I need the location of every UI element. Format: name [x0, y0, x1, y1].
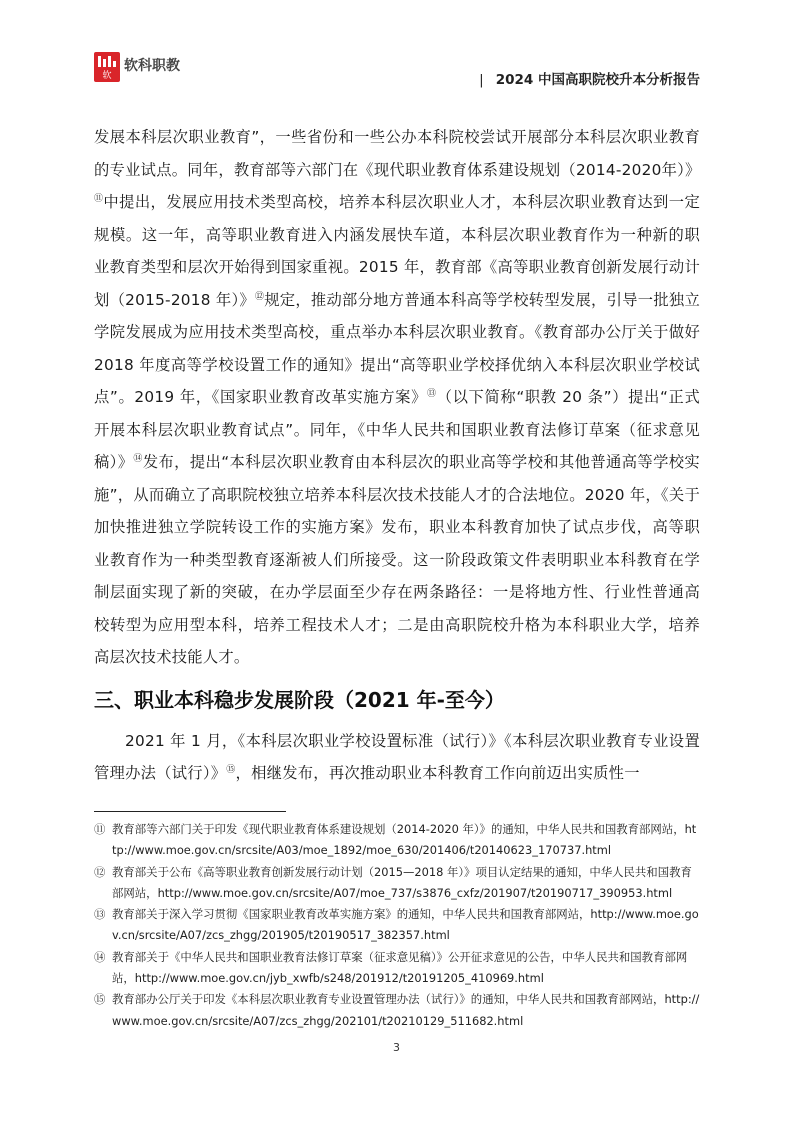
body-paragraph — [94, 121, 700, 674]
footnote-item — [94, 819, 700, 862]
body-paragraph — [94, 725, 700, 790]
svg-text:软: 软 — [102, 71, 112, 81]
ruanke-logo-icon — [94, 52, 120, 82]
footnote-divider — [94, 811, 286, 812]
paragraph-text: 规定，推动部分地方普通本科高等学校转型发展，引导一批独立学院发展成为应用技术类型高校，重点举办本科层次职业教育。《教育部办公厅关于做好 2018 年度高等学校设置工作的通知》提出“高等职业学校择优纳入本科层次职业学校试点”。2019 年，《国家职业教育改革实施方案》 — [94, 290, 700, 406]
footnote-mark: ⑮ — [94, 992, 106, 1007]
footnote-ref[interactable]: ⑭ — [133, 454, 143, 464]
paragraph-text: 2021 年 1 月，《本科层次职业学校设置标准（试行）》《本科层次职业教育专业设置管理办法（试行）》 — [94, 731, 700, 782]
footnote-mark: ⑫ — [94, 864, 106, 879]
footnote-text[interactable]: 教育部等六部门关于印发《现代职业教育体系建设规划（2014-2020 年）》的通知，中华人民共和国教育部网站，http://www.moe.gov.cn/srcsite/A03/moe_1892/moe_630/201406/t20140623_170737.html — [112, 822, 697, 858]
footnote-item — [94, 904, 700, 947]
page-number: 3 — [393, 1041, 400, 1054]
main-content — [94, 121, 700, 790]
page-header — [94, 52, 700, 92]
paragraph-text: ，相继发布，再次推动职业本科教育工作向前迈出实质性一 — [235, 764, 640, 782]
footnotes — [94, 819, 700, 1032]
footnote-text[interactable]: 教育部办公厅关于印发《本科层次职业教育专业设置管理办法（试行）》的通知，中华人民共和国教育部网站，http://www.moe.gov.cn/srcsite/A07/zcs_zhgg/202101/t20210129_511682.html — [112, 992, 700, 1028]
footnote-item — [94, 989, 700, 1032]
paragraph-text: 中提出，发展应用技术类型高校，培养本科层次职业人才，本科层次职业教育达到一定规模。这一年，高等职业教育进入内涵发展快车道，本科层次职业教育作为一种新的职业教育类型和层次开始得到国家重视。2015 年，教育部《高等职业教育创新发展行动计划（2015-2018 年）》 — [94, 193, 700, 309]
footnote-ref[interactable]: ⑪ — [94, 194, 104, 204]
footnote-mark: ⑭ — [94, 949, 106, 964]
report-title: | 2024 中国高职院校升本分析报告 — [479, 72, 700, 88]
footnote-ref[interactable]: ⑬ — [427, 389, 437, 399]
footnote-text[interactable]: 教育部关于公布《高等职业教育创新发展行动计划（2015—2018 年）》项目认定结果的通知，中华人民共和国教育部网站，http://www.moe.gov.cn/srcsite/A07/moe_737/s3876_cxfz/201907/t20190717_390953.html — [112, 864, 692, 900]
footnote-ref[interactable]: ⑮ — [226, 765, 236, 775]
footnote-mark: ⑪ — [94, 822, 106, 836]
footnote-item — [94, 947, 700, 990]
footnote-ref[interactable]: ⑫ — [254, 291, 265, 302]
paragraph-text: 发展本科层次职业教育”，一些省份和一些公办本科院校尝试开展部分本科层次职业教育的专业试点。同年，教育部等六部门在《现代职业教育体系建设规划（2014-2020年）》 — [94, 128, 701, 179]
paragraph-text: （以下简称“职教 20 条”）提出“正式开展本科层次职业教育试点”。同年，《中华人民共和国职业教育法修订草案（征求意见稿）》 — [94, 388, 700, 471]
section-heading: 三、职业本科稳步发展阶段（2021 年-至今） — [94, 687, 505, 712]
footnote-item — [94, 862, 700, 905]
footnote-mark: ⑬ — [94, 907, 106, 922]
brand-name: 软科职教 — [124, 58, 180, 74]
footnote-text[interactable]: 教育部关于《中华人民共和国职业教育法修订草案（征求意见稿）》公开征求意见的公告，中华人民共和国教育部网站，http://www.moe.gov.cn/jyb_xwfb/s248/201912/t20191205_410969.html — [112, 949, 688, 986]
paragraph-text: 发布，提出“本科层次职业教育由本科层次的职业高等学校和其他普通高等学校实施”，从而确立了高职院校独立培养本科层次技术技能人才的合法地位。2020 年，《关于加快推进独立学院转设工作的实施方案》发布，职业本科教育加快了试点步伐，高等职业教育作为一种类型教育逐渐被人们所接受。这一阶段政策文件表明职业本科教育在学制层面实现了新的突破，在办学层面至少存在两条路径：一是将地方性、行业性普通高校转型为应用型本科，培养工程技术人才；二是由高职院校升格为本科职业大学，培养高层次技术技能人才。 — [94, 453, 700, 666]
footnote-text[interactable]: 教育部关于深入学习贯彻《国家职业教育改革实施方案》的通知，中华人民共和国教育部网站，http://www.moe.gov.cn/srcsite/A07/zcs_zhgg/201905/t20190517_382357.html — [112, 907, 699, 943]
